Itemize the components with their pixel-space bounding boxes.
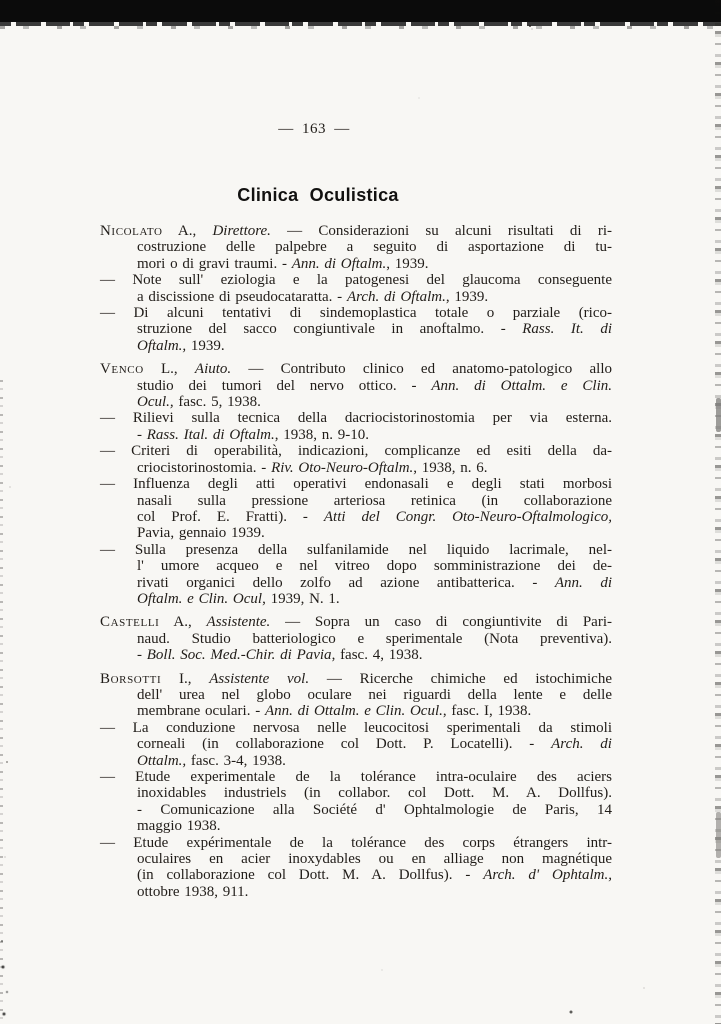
text-run: , 1939. (445, 288, 489, 305)
italic-citation-run: Ann. di Ottalm. e Clin. Ocul. (264, 703, 443, 720)
bibliography-entry (100, 305, 612, 354)
entry-line (100, 753, 612, 769)
text-run: inoxidables industriels (in collabor. col Dott. M. A. Dollfus). (137, 785, 612, 802)
italic-citation-run: Boll. Soc. Med.-Chir. di Pavia (146, 647, 332, 664)
text-run: rivati organici dello zolfo ad azione antibatterica. - (137, 574, 555, 591)
text-run: — Influenza degli atti operativi endonasali e degli stati morbosi (100, 476, 612, 493)
text-run: — Ricerche chimiche ed istochimiche (309, 670, 612, 687)
text-run: , fasc. 4, 1938. (331, 647, 423, 664)
text-run: studio dei tumori del nervo ottico. - (137, 377, 432, 394)
text-run: A., (162, 223, 213, 239)
entry-line (100, 671, 612, 687)
entry-line (100, 305, 612, 321)
entry-line (100, 321, 612, 337)
italic-citation-run: Atti del Congr. Oto-Neuro-Oftalmologico, (323, 508, 612, 525)
text-run: nasali sulla pressione arteriosa retinica (in collaborazione (137, 492, 612, 509)
text-run: , 1939, N. 1. (262, 590, 340, 607)
text-run: , fasc. I, 1938. (442, 703, 532, 720)
entry-line (100, 631, 612, 647)
entry-line (100, 443, 612, 459)
text-run: maggio 1938. (137, 818, 221, 835)
italic-citation-run: Riv. Oto-Neuro-Oftalm. (271, 459, 414, 476)
text-run: struzione del sacco congiuntivale in anoftalmo. - (137, 321, 523, 338)
text-run: ottobre 1938, 911. (137, 883, 249, 900)
bibliography (100, 223, 612, 900)
bibliography-entry (100, 614, 612, 663)
text-run: — Etude expérimentale de la tolérance des corps étrangers intr- (100, 834, 612, 851)
text-run: Pavia, gennaio 1939. (137, 525, 265, 542)
text-run: — Sopra un caso di congiuntivite di Pari- (270, 614, 612, 631)
entry-line (100, 223, 612, 239)
bibliography-entry (100, 542, 612, 608)
bibliography-entry (100, 223, 612, 272)
author-name: Castelli (100, 614, 160, 631)
author-name: Borsotti (100, 670, 162, 687)
author-name: Nicolato (100, 223, 163, 239)
entry-line (100, 614, 612, 630)
entry-line (100, 256, 612, 272)
entry-line (100, 525, 612, 541)
entry-line (100, 427, 612, 443)
text-run: fasc. 3-4, 1938. (186, 752, 286, 769)
text-run: naud. Studio batteriologico e sperimentale (Nota preventiva). (137, 630, 612, 647)
italic-citation-run: Ann. di Oftalm. (291, 255, 387, 272)
entry-line (100, 410, 612, 426)
italic-citation-run: Rass. Ital. di Oftalm. (146, 426, 275, 443)
entry-line (100, 802, 612, 818)
entry-line (100, 460, 612, 476)
text-run: mori o di gravi traumi. - (137, 255, 292, 272)
italic-citation-run: Assistente vol. (209, 670, 310, 687)
text-run: membrane oculari. - (137, 703, 265, 720)
italic-citation-run: Ann. di Ottalm. e Clin. (431, 377, 612, 394)
text-run: fasc. 5, 1938. (173, 394, 261, 411)
entry-line (100, 785, 612, 801)
text-run: — Di alcuni tentativi di sindemoplastica totale o parziale (rico- (100, 305, 612, 322)
italic-citation-run: Arch. d' Ophtalm., (483, 867, 612, 884)
bibliography-entry (100, 476, 612, 542)
text-run: col Prof. E. Fratti). - (137, 508, 324, 525)
entry-line (100, 591, 612, 607)
bibliography-entry (100, 443, 612, 476)
text-run: oculaires en acier inoxydables ou en alliage non magnétique (137, 851, 612, 868)
entry-line (100, 378, 612, 394)
entry-line (100, 338, 612, 354)
scan-artifact-dust-specks (0, 0, 2, 2)
text-run: corneali (in collaborazione col Dott. P. Locatelli). - (137, 736, 552, 753)
text-run: , 1938, n. 6. (413, 459, 488, 476)
text-run: — Contributo clinico ed anatomo-patologico allo (231, 361, 613, 378)
italic-citation-run: Rass. It. di (522, 321, 612, 338)
text-run: A., (159, 614, 207, 631)
entry-line (100, 851, 612, 867)
bibliography-entry (100, 835, 612, 901)
entry-line (100, 703, 612, 719)
text-run: - (137, 426, 147, 443)
entry-line (100, 394, 612, 410)
page-title: Clinica Oculistica (237, 185, 399, 205)
entry-line (100, 575, 612, 591)
entry-line (100, 884, 612, 900)
text-run: 1939. (186, 337, 225, 354)
bibliography-entry (100, 272, 612, 305)
italic-citation-run: Direttore. (212, 223, 271, 239)
italic-citation-run: Oftalm., (137, 337, 187, 354)
entry-line (100, 835, 612, 851)
text-run: — Sulla presenza della sulfanilamide nel liquido lacrimale, nel- (100, 541, 612, 558)
entry-line (100, 647, 612, 663)
italic-citation-run: Assistente. (206, 614, 271, 631)
scan-artifact-top-bar (0, 0, 721, 22)
bibliography-entry (100, 720, 612, 769)
text-run: - (137, 647, 147, 664)
text-run: , 1938, n. 9-10. (274, 426, 370, 443)
scan-artifact-left-edge (0, 380, 3, 1024)
italic-citation-run: Ann. di (554, 574, 612, 591)
italic-citation-run: Arch. di Oftalm. (346, 288, 446, 305)
italic-citation-run: Ottalm., (137, 752, 187, 769)
text-run: a discissione di pseudocataratta. - (137, 288, 347, 305)
entry-line (100, 769, 612, 785)
entry-line (100, 272, 612, 288)
bibliography-entry (100, 671, 612, 720)
text-run: - Comunicazione alla Société d' Ophtalmologie de Paris, 14 (137, 801, 612, 818)
entry-line (100, 542, 612, 558)
text-run: criocistorinostomia. - (137, 459, 272, 476)
entry-line (100, 361, 612, 377)
text-run: costruzione delle palpebre a seguito di asportazione di tu- (137, 239, 612, 256)
text-run: — Considerazioni su alcuni risultati di ri- (270, 223, 612, 239)
italic-citation-run: Oftalm. e Clin. Ocul (137, 590, 263, 607)
entry-line (100, 558, 612, 574)
italic-citation-run: Ocul., (137, 394, 174, 411)
text-run: dell' urea nel globo oculare nei riguardi della lente e delle (137, 686, 612, 703)
text-run: L., (143, 361, 195, 378)
bibliography-entry (100, 769, 612, 835)
italic-citation-run: Arch. di (551, 736, 612, 753)
entry-line (100, 867, 612, 883)
entry-line (100, 476, 612, 492)
text-run: — La conduzione nervosa nelle leucocitosi sperimentali da stimoli (100, 719, 612, 736)
bibliography-entry (100, 410, 612, 443)
text-run: , 1939. (386, 255, 429, 272)
entry-line (100, 720, 612, 736)
entry-line (100, 493, 612, 509)
page-number: — 163 — (278, 121, 350, 137)
entry-line (100, 736, 612, 752)
text-run: — Etude experimentale de la tolérance intra-oculaire des aciers (100, 769, 612, 785)
text-run: — Note sull' eziologia e la patogenesi del glaucoma conseguente (100, 272, 612, 289)
entry-line (100, 818, 612, 834)
entry-line (100, 289, 612, 305)
entry-line (100, 239, 612, 255)
text-run: — Criteri di operabilità, indicazioni, complicanze ed esiti della da- (100, 443, 612, 460)
text-run: I., (161, 670, 210, 687)
italic-citation-run: Aiuto. (194, 361, 232, 378)
author-name: Venco (100, 361, 144, 378)
bibliography-entry (100, 361, 612, 410)
entry-line (100, 687, 612, 703)
text-run: (in collaborazione col Dott. M. A. Dollfus). - (137, 867, 484, 884)
text-run: — Rilievi sulla tecnica della dacriocistorinostomia per via esterna. (100, 410, 612, 427)
text-run: l' umore acqueo e nel vitreo dopo somministrazione dei de- (137, 558, 612, 575)
entry-line (100, 509, 612, 525)
scan-artifact-right-edge (715, 0, 721, 1024)
page-content (100, 121, 612, 900)
